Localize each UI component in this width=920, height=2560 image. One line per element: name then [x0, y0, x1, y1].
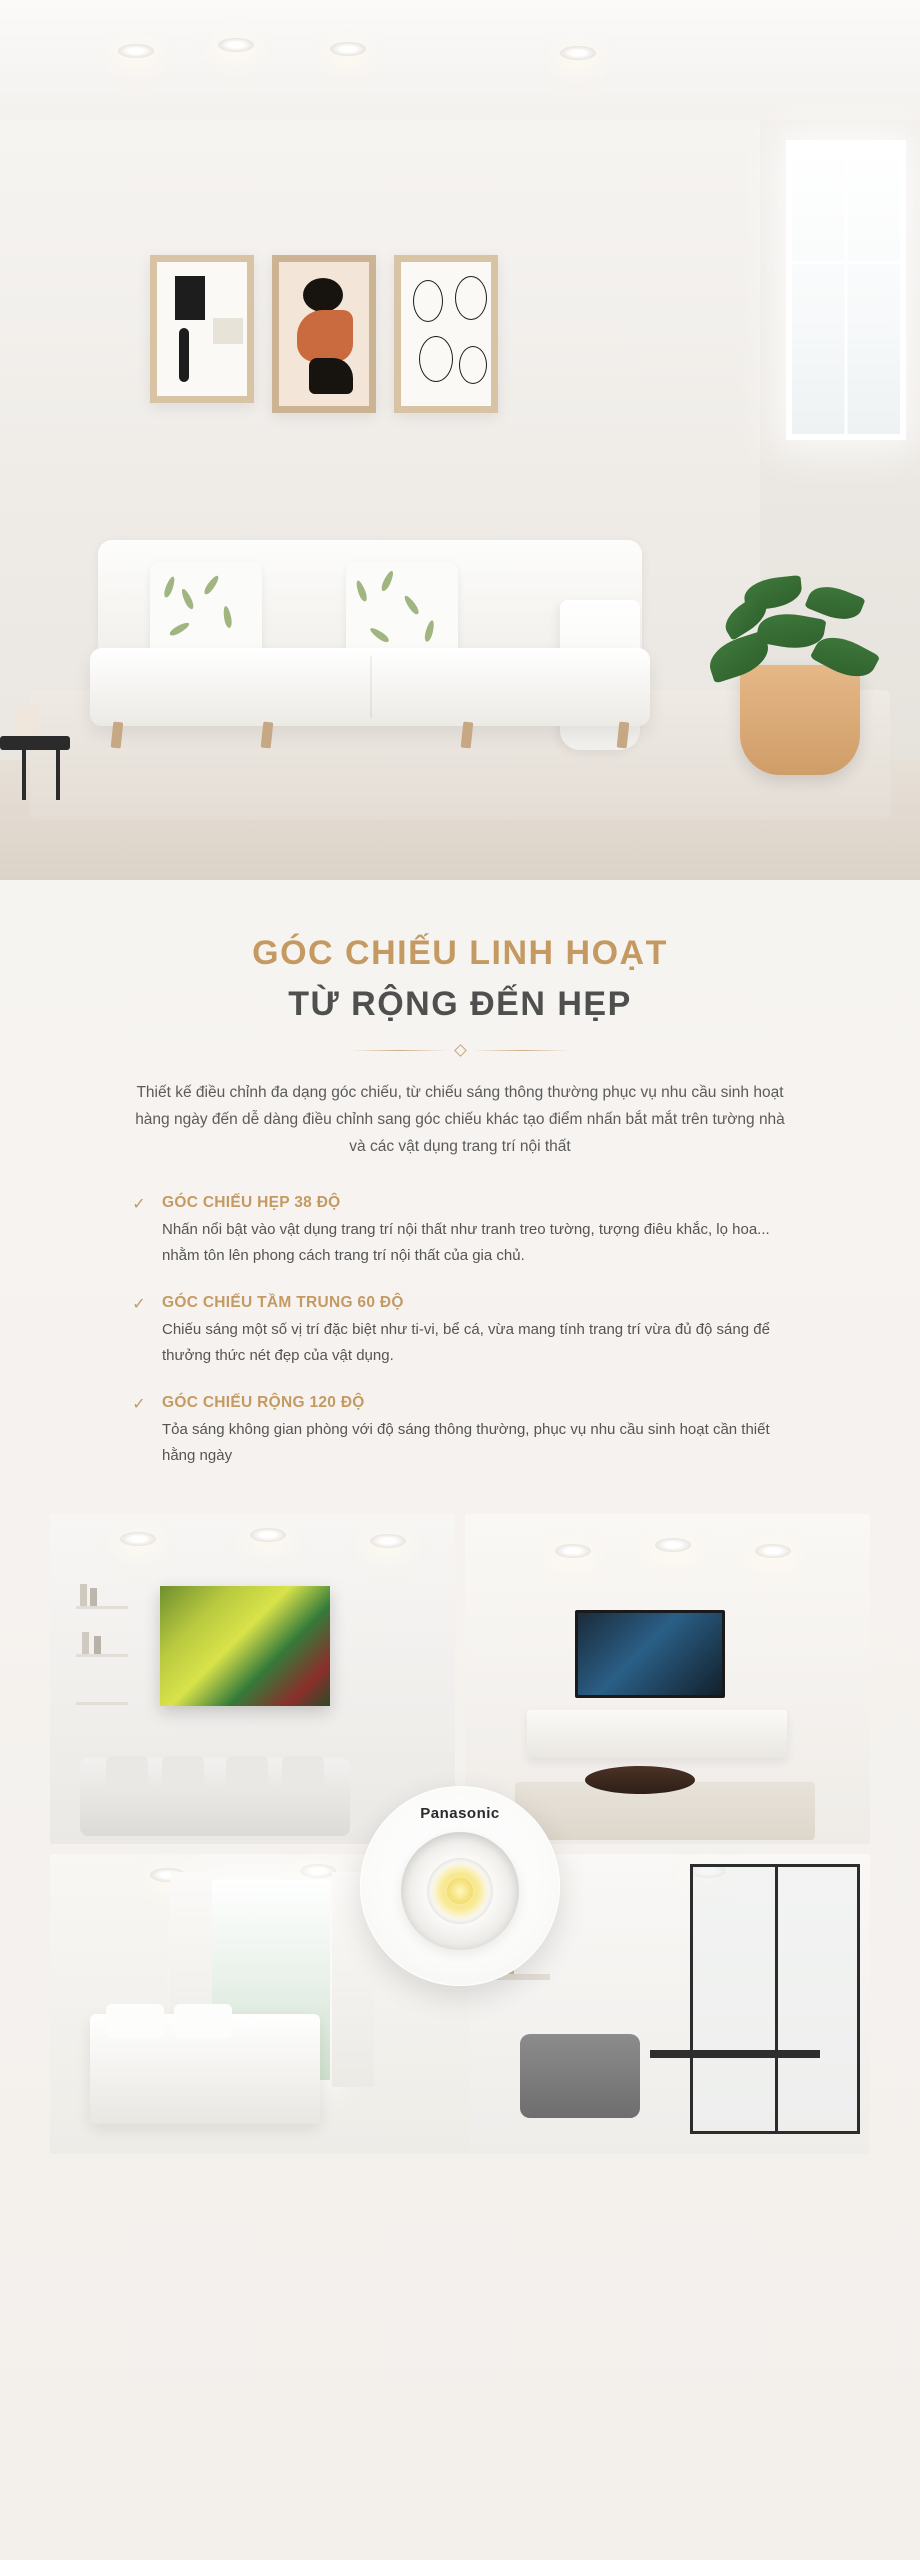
glass-partition [690, 1864, 860, 2134]
check-icon: ✓ [132, 1196, 146, 1214]
cushion [226, 1756, 268, 1792]
hero-window [786, 140, 906, 440]
book [82, 1632, 89, 1654]
side-table-leg [22, 748, 26, 800]
divider-diamond-icon [454, 1044, 467, 1057]
cushion [162, 1756, 204, 1792]
section-heading [0, 880, 920, 1055]
gallery-image-tv-room [465, 1514, 870, 1844]
heading-line-2: TỪ RỘNG ĐẾN HẸP [288, 985, 632, 1023]
feature-list [130, 1194, 790, 1468]
sofa-leg [261, 722, 274, 749]
heading-line-1: GÓC CHIẾU LINH HOẠT [252, 934, 668, 972]
feature-title: GÓC CHIẾU HẸP 38 ĐỘ [162, 1194, 341, 1212]
shelf [76, 1654, 128, 1657]
frame-art-1 [150, 255, 254, 403]
book [80, 1584, 87, 1606]
downlight-led-core [447, 1878, 473, 1904]
check-icon: ✓ [132, 1396, 146, 1414]
divider-bar-left [350, 1050, 448, 1051]
cushion [282, 1756, 324, 1792]
photo-gallery [50, 1514, 870, 2154]
shelf [76, 1606, 128, 1609]
book [90, 1588, 97, 1606]
hero-livingroom-image [0, 0, 920, 880]
ceiling-downlight-icon [218, 38, 254, 52]
shelf [76, 1702, 128, 1705]
wall-painting [160, 1586, 330, 1706]
frame-art-3 [394, 255, 498, 413]
feature-body: Chiếu sáng một số vị trí đặc biệt như ti-vi, bể cá, vừa mang tính trang trí vừa đủ độ sáng để thưởng thức nét đẹp của vật dụng. [162, 1321, 770, 1364]
television [575, 1610, 725, 1698]
bottom-spacer [0, 2154, 920, 2244]
downlight-product-icon [401, 1832, 519, 1950]
plant-pot [740, 665, 860, 775]
sofa-seat [90, 648, 650, 726]
side-table-leg [56, 748, 60, 800]
bed-pillow [106, 2004, 164, 2038]
heading-divider [350, 1046, 570, 1055]
check-icon: ✓ [132, 1296, 146, 1314]
cushion-right [346, 562, 458, 658]
frame-art-2 [272, 255, 376, 413]
sofa [90, 540, 650, 770]
product-callout [360, 1786, 560, 1986]
sofa-leg [111, 722, 124, 749]
cushion-left [150, 562, 262, 658]
intro-paragraph: Thiết kế điều chỉnh đa dạng góc chiếu, từ chiếu sáng thông thường phục vụ nhu cầu sinh hoạt hàng ngày đến dễ dàng điều chỉnh sang góc chiếu khác tạo điểm nhấn bắt mắt trên tường nhà và các vật dụng trang trí nội thất [135, 1084, 785, 1156]
vase [14, 706, 40, 736]
list-item [130, 1194, 790, 1268]
brand-logo: Panasonic [420, 1805, 500, 1823]
downlight-inner-ring [427, 1858, 493, 1924]
feature-body: Tỏa sáng không gian phòng với độ sáng thông thường, phục vụ nhu cầu sinh hoạt cần thiết hằng ngày [162, 1421, 770, 1464]
ceiling-downlight-icon [118, 44, 154, 58]
gallery-image-painting-room [50, 1514, 455, 1844]
list-item [130, 1394, 790, 1468]
feature-title: GÓC CHIẾU TẦM TRUNG 60 ĐỘ [162, 1294, 404, 1312]
divider-bar-right [473, 1050, 571, 1051]
sofa-leg [461, 722, 474, 749]
desk [650, 2050, 820, 2058]
wall-art-frames [150, 255, 498, 413]
book [94, 1636, 101, 1654]
feature-body: Nhấn nổi bật vào vật dụng trang trí nội thất như tranh treo tường, tượng điêu khắc, lọ hoa... nhằm tôn lên phong cách trang trí nội thất của gia chủ. [162, 1221, 770, 1264]
bed-pillow [174, 2004, 232, 2038]
tv-stand [527, 1710, 787, 1758]
list-item [130, 1294, 790, 1368]
ceiling-downlight-icon [560, 46, 596, 60]
feature-title: GÓC CHIẾU RỘNG 120 ĐỘ [162, 1394, 365, 1412]
armchair [520, 2034, 640, 2118]
ceiling-downlight-icon [330, 42, 366, 56]
cushion [106, 1756, 148, 1792]
